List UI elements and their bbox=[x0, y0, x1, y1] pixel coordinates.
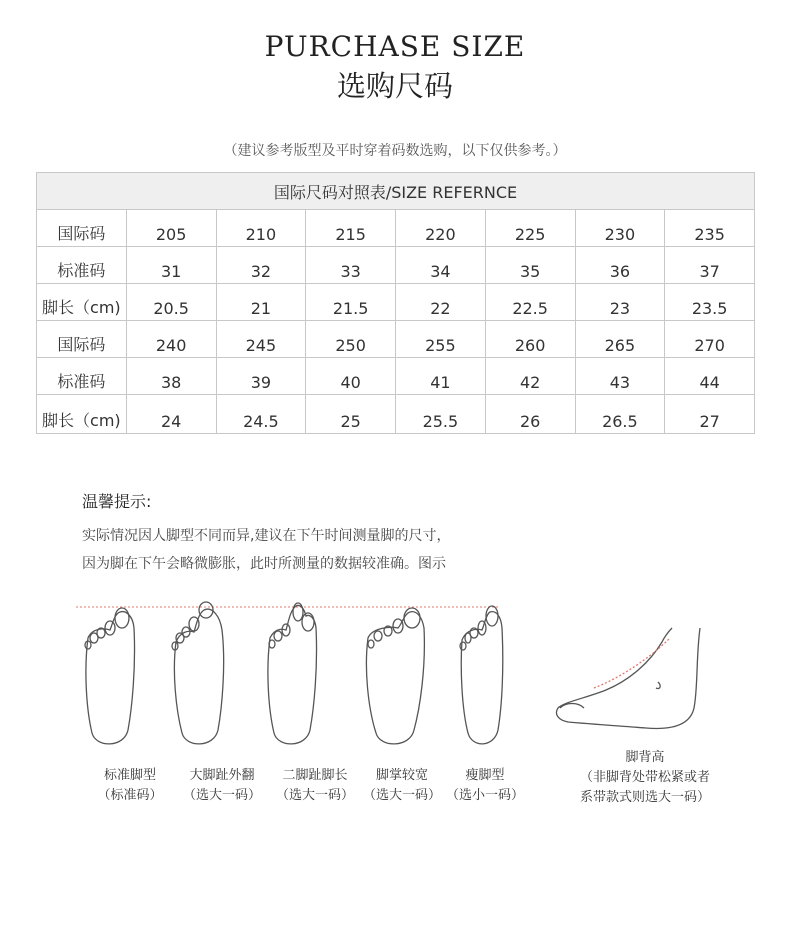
foot-standard-icon bbox=[85, 608, 135, 744]
tips-title: 温馨提示: bbox=[82, 492, 152, 511]
foot-caption-name: 大脚趾外翻 bbox=[189, 768, 255, 783]
table-cell: 37 bbox=[665, 247, 755, 284]
table-cell: 34 bbox=[396, 247, 486, 284]
table-cell: 240 bbox=[126, 321, 216, 358]
table-cell: 43 bbox=[575, 358, 665, 395]
table-cell: 215 bbox=[306, 210, 396, 247]
table-cell: 225 bbox=[485, 210, 575, 247]
table-cell: 22 bbox=[396, 284, 486, 321]
table-cell: 24.5 bbox=[216, 395, 306, 434]
size-note: （建议参考版型及平时穿着码数选购，以下仅供参考。） bbox=[223, 143, 567, 159]
table-cell: 235 bbox=[665, 210, 755, 247]
row-header: 脚长（cm) bbox=[37, 395, 127, 434]
table-cell: 38 bbox=[126, 358, 216, 395]
table-row bbox=[37, 395, 755, 434]
tips-line-2: 因为脚在下午会略微膨胀，此时所测量的数据较准确。图示 bbox=[82, 556, 446, 572]
foot-caption-advice: （选小一码） bbox=[445, 788, 524, 803]
size-table bbox=[36, 172, 755, 434]
table-row bbox=[37, 210, 755, 247]
foot-caption-name: 瘦脚型 bbox=[465, 768, 505, 783]
foot-caption-wide bbox=[357, 766, 447, 806]
table-row bbox=[37, 358, 755, 395]
foot-narrow-icon bbox=[460, 606, 503, 744]
table-cell: 41 bbox=[396, 358, 486, 395]
table-cell: 250 bbox=[306, 321, 396, 358]
table-cell: 23 bbox=[575, 284, 665, 321]
table-cell: 40 bbox=[306, 358, 396, 395]
foot-caption-name: 二脚趾脚长 bbox=[282, 768, 348, 783]
foot-wide-icon bbox=[366, 608, 424, 744]
foot-type-illustrations bbox=[70, 598, 730, 758]
row-header: 国际码 bbox=[37, 210, 127, 247]
foot-caption-advice: （选大一码） bbox=[275, 788, 354, 803]
foot-high-instep-icon bbox=[556, 628, 700, 728]
row-header: 标准码 bbox=[37, 358, 127, 395]
page-title-en: PURCHASE SIZE bbox=[264, 30, 526, 63]
foot-caption-name: 脚掌较宽 bbox=[375, 768, 428, 783]
table-cell: 20.5 bbox=[126, 284, 216, 321]
table-cell: 220 bbox=[396, 210, 486, 247]
table-cell: 260 bbox=[485, 321, 575, 358]
page-title-cn: 选购尺码 bbox=[336, 69, 453, 103]
table-cell: 21.5 bbox=[306, 284, 396, 321]
table-row bbox=[37, 284, 755, 321]
table-cell: 42 bbox=[485, 358, 575, 395]
table-row bbox=[37, 247, 755, 284]
table-cell: 26.5 bbox=[575, 395, 665, 434]
table-cell: 27 bbox=[665, 395, 755, 434]
table-cell: 25 bbox=[306, 395, 396, 434]
foot-caption-advice: （选大一码） bbox=[362, 788, 441, 803]
table-cell: 255 bbox=[396, 321, 486, 358]
foot-second-toe-icon bbox=[268, 603, 317, 744]
table-cell: 35 bbox=[485, 247, 575, 284]
table-cell: 26 bbox=[485, 395, 575, 434]
table-cell: 33 bbox=[306, 247, 396, 284]
foot-caption-advice: （选大一码） bbox=[182, 788, 261, 803]
foot-caption-bunion bbox=[177, 766, 267, 806]
table-cell: 270 bbox=[665, 321, 755, 358]
table-cell: 23.5 bbox=[665, 284, 755, 321]
table-row bbox=[37, 321, 755, 358]
table-cell: 230 bbox=[575, 210, 665, 247]
foot-caption-name: 脚背高 bbox=[625, 750, 665, 765]
size-table-caption: 国际尺码对照表/SIZE REFERNCE bbox=[37, 173, 755, 210]
table-cell: 32 bbox=[216, 247, 306, 284]
table-cell: 21 bbox=[216, 284, 306, 321]
table-cell: 265 bbox=[575, 321, 665, 358]
tips-line-1: 实际情况因人脚型不同而异,建议在下午时间测量脚的尺寸， bbox=[82, 528, 451, 544]
foot-caption-second-toe bbox=[270, 766, 360, 806]
foot-caption-advice: （标准码） bbox=[97, 788, 163, 803]
foot-caption-high-instep bbox=[560, 748, 730, 808]
table-cell: 205 bbox=[126, 210, 216, 247]
table-cell: 25.5 bbox=[396, 395, 486, 434]
table-cell: 24 bbox=[126, 395, 216, 434]
table-cell: 245 bbox=[216, 321, 306, 358]
foot-caption-name: 标准脚型 bbox=[103, 768, 156, 783]
row-header: 国际码 bbox=[37, 321, 127, 358]
table-cell: 39 bbox=[216, 358, 306, 395]
foot-caption-standard bbox=[95, 766, 165, 806]
row-header: 脚长（cm) bbox=[37, 284, 127, 321]
foot-caption-narrow bbox=[440, 766, 530, 806]
row-header: 标准码 bbox=[37, 247, 127, 284]
table-cell: 22.5 bbox=[485, 284, 575, 321]
foot-caption-advice: 系带款式则选大一码） bbox=[579, 790, 710, 805]
table-cell: 210 bbox=[216, 210, 306, 247]
table-cell: 36 bbox=[575, 247, 665, 284]
foot-bunion-icon bbox=[172, 602, 224, 744]
table-cell: 31 bbox=[126, 247, 216, 284]
foot-caption-advice: （非脚背处带松紧或者 bbox=[579, 770, 710, 785]
table-cell: 44 bbox=[665, 358, 755, 395]
